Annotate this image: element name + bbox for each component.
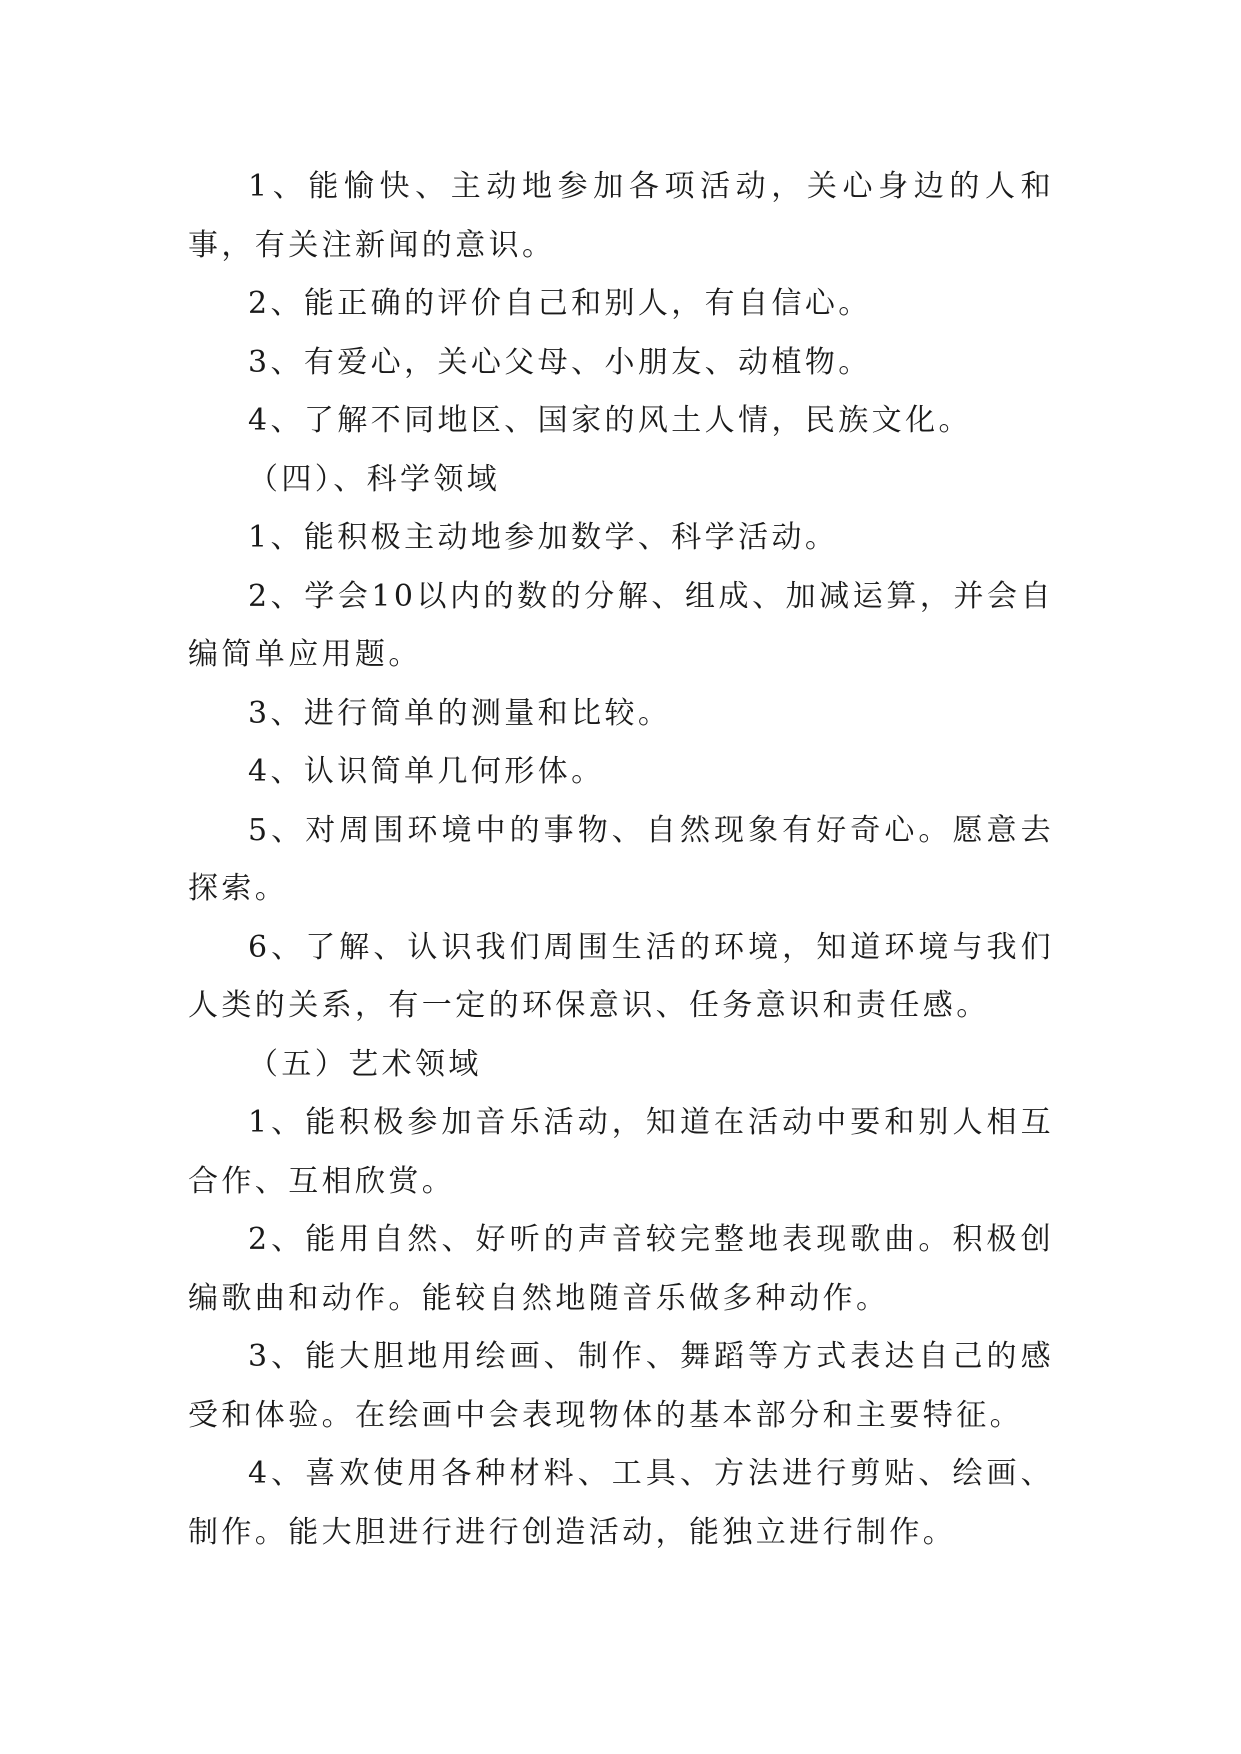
science-item-4: 4、认识简单几何形体。 (248, 754, 605, 789)
science-item-1: 1、能积极主动地参加数学、科学活动。 (248, 520, 839, 555)
social-item-4: 4、了解不同地区、国家的风土人情，民族文化。 (248, 403, 972, 438)
document-page (188, 158, 1054, 1562)
social-item-1: 1、能愉快、主动地参加各项活动，关心身边的人和事，有关注新闻的意识。 (188, 169, 1054, 263)
science-item-5: 5、对周围环境中的事物、自然现象有好奇心。愿意去探索。 (188, 812, 1054, 906)
science-item-2: 2、学会10以内的数的分解、组成、加减运算，并会自编简单应用题。 (188, 578, 1054, 672)
art-item-4: 4、喜欢使用各种材料、工具、方法进行剪贴、绘画、制作。能大胆进行进行创造活动，能独立进行制作。 (188, 1456, 1054, 1550)
section-heading-science: （四）、科学领域 (248, 461, 501, 497)
section-heading-art: （五）艺术领域 (248, 1046, 482, 1082)
science-item-6: 6、了解、认识我们周围生活的环境，知道环境与我们人类的关系，有一定的环保意识、任务意识和责任感。 (188, 929, 1054, 1023)
art-item-1: 1、能积极参加音乐活动，知道在活动中要和别人相互合作、互相欣赏。 (188, 1105, 1054, 1199)
art-item-2: 2、能用自然、好听的声音较完整地表现歌曲。积极创编歌曲和动作。能较自然地随音乐做多种动作。 (188, 1222, 1054, 1316)
science-item-3: 3、进行简单的测量和比较。 (248, 695, 672, 731)
social-item-2: 2、能正确的评价自己和别人，有自信心。 (248, 286, 872, 321)
art-item-3: 3、能大胆地用绘画、制作、舞蹈等方式表达自己的感受和体验。在绘画中会表现物体的基本部分和主要特征。 (188, 1339, 1054, 1433)
social-item-3: 3、有爱心，关心父母、小朋友、动植物。 (248, 344, 872, 380)
